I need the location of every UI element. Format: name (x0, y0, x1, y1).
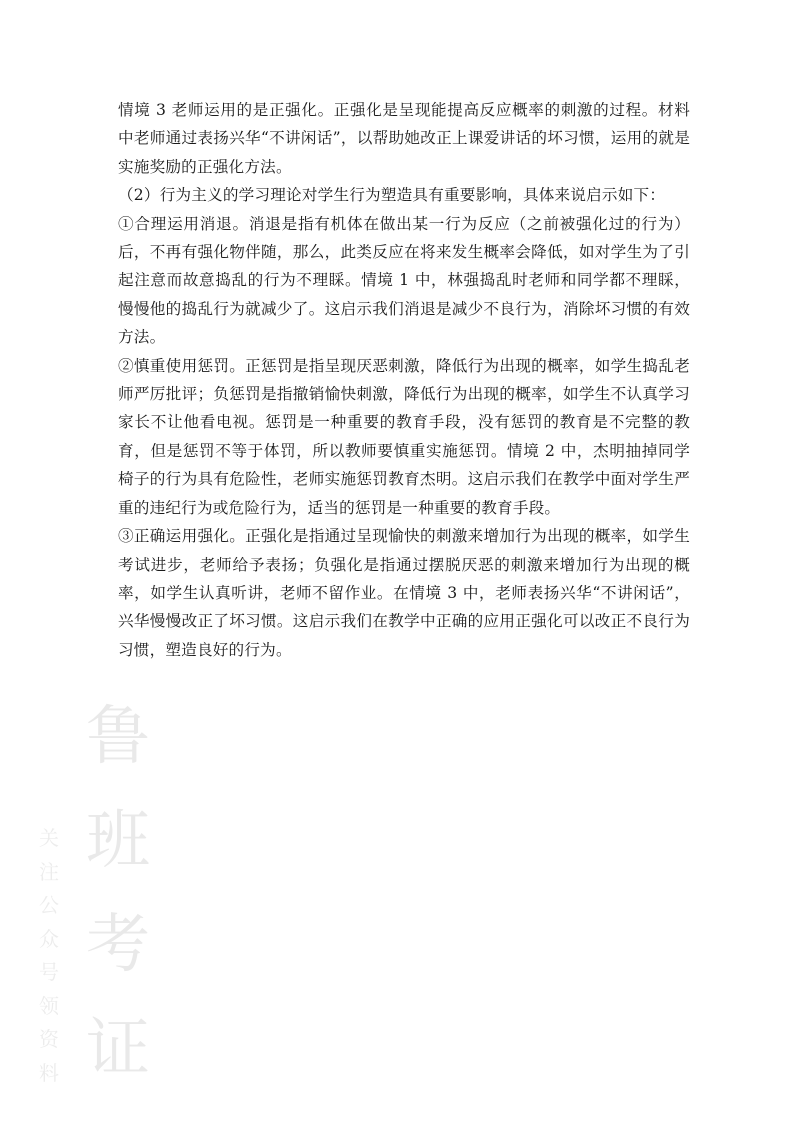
watermark-small-char: 资 (39, 1027, 59, 1051)
document-body (118, 96, 690, 664)
watermark-small-char: 注 (39, 859, 59, 884)
paragraph-question-2-intro: （2）行为主义的学习理论对学生行为塑造具有重要影响，具体来说启示如下： (118, 186, 666, 205)
watermark-char: 鲁 (86, 700, 150, 774)
watermark-char: 班 (86, 804, 150, 878)
watermark-small-char: 领 (39, 993, 59, 1018)
paragraph-punishment: ②慎重使用惩罚。正惩罚是指呈现厌恶刺激，降低行为出现的概率，如学生捣乱老师严厉批评；负惩罚是指撤销愉快刺激，降低行为出现的概率，如学生不认真学习家长不让他看电视。惩罚是一种重要的教育手段，没有惩罚的教育是不完整的教育，但是惩罚不等于体罚，所以教师要慎重实施惩罚。情境 2 中，杰明抽掉同学椅子的行为具有危险性，老师实施惩罚教育杰明。这启示我们在教学中面对学生严重的违纪行为或危险行为，适当的惩罚是一种重要的教育手段。 (118, 356, 690, 517)
paragraph-extinction: ①合理运用消退。消退是指有机体在做出某一行为反应（之前被强化过的行为）后，不再有强化物伴随，那么，此类反应在将来发生概率会降低，如对学生为了引起注意而故意捣乱的行为不理睬。情境 1 中，林强捣乱时老师和同学都不理睬，慢慢他的捣乱行为就减少了。这启示我们消退是减少不良行为，消除坏习惯的有效方法。 (118, 214, 690, 347)
paragraph-situation-3-summary: 情境 3 老师运用的是正强化。正强化是呈现能提高反应概率的刺激的过程。材料中老师通过表扬兴华“不讲闲话”，以帮助她改正上课爱讲话的坏习惯，运用的就是实施奖励的正强化方法。 (118, 101, 690, 176)
watermark-char: 考 (86, 908, 150, 982)
watermark-char: 证 (86, 1012, 150, 1086)
paragraph-reinforcement: ③正确运用强化。正强化是指通过呈现愉快的刺激来增加行为出现的概率，如学生考试进步，老师给予表扬；负强化是指通过摆脱厌恶的刺激来增加行为出现的概率，如学生认真听讲，老师不留作业。在情境 3 中，老师表扬兴华“不讲闲话”，兴华慢慢改正了坏习惯。这启示我们在教学中正确的应用正强化可以改正不良行为习惯，塑造良好的行为。 (118, 527, 690, 659)
watermark-small-char: 料 (39, 1060, 59, 1085)
watermark-small-char: 关 (39, 826, 59, 850)
watermark-brand (78, 700, 158, 1121)
watermark-small-char: 公 (39, 893, 59, 917)
watermark-slogan (34, 828, 64, 1096)
watermark-small-char: 众 (39, 926, 59, 951)
watermark-small-char: 号 (39, 960, 59, 984)
